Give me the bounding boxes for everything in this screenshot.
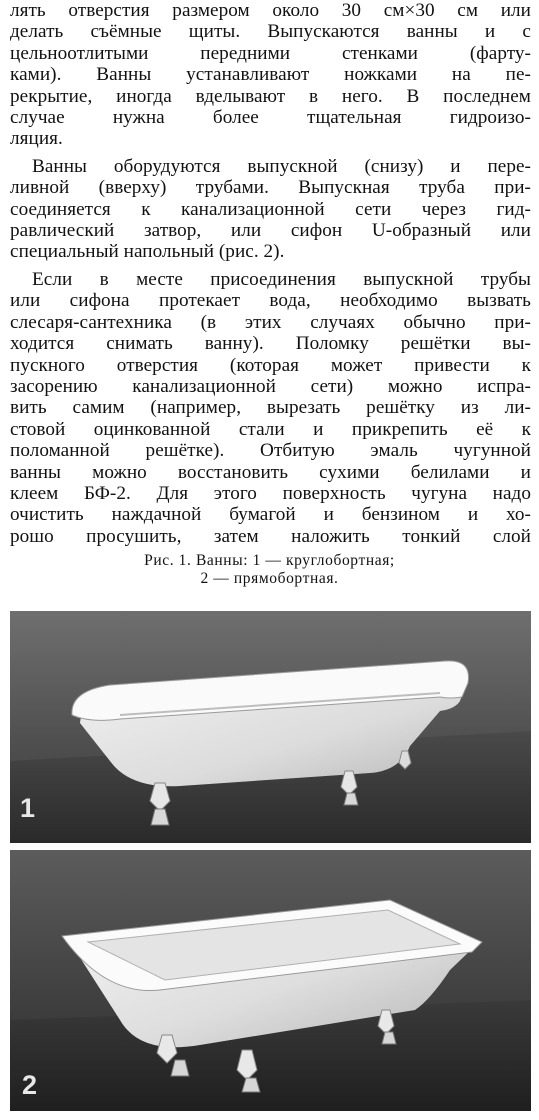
paragraph-3 xyxy=(10,269,531,547)
text-line: очистить наждачной бумагой и бензином и хо- xyxy=(10,504,531,526)
text-line: цельноотлитыми передними стенками (фарту- xyxy=(10,42,531,64)
text-line: ками). Ванны устанавливают ножками на пе- xyxy=(10,64,531,86)
text-line: ванны можно восстановить сухими белилами и xyxy=(10,461,531,483)
text-line: рошо просушить, затем наложить тонкий слой xyxy=(10,525,531,547)
paragraph-2 xyxy=(10,156,531,263)
figure-caption-line-1: Рис. 1. Ванны: 1 — круглобортная; xyxy=(144,552,395,569)
figure-number-2: 2 xyxy=(22,1070,38,1100)
text-line: ляция. xyxy=(10,128,63,150)
figure-caption-line-2: 2 — прямобортная. xyxy=(200,570,339,587)
figure-number-1: 1 xyxy=(20,793,36,823)
text-line: случае нужна более тщательная гидроизо- xyxy=(10,107,531,129)
paragraph-1 xyxy=(10,0,531,150)
body-text xyxy=(10,0,531,553)
text-line: клеем БФ-2. Для этого поверхность чугуна надо xyxy=(10,482,531,504)
text-line: пускного отверстия (которая может привести к xyxy=(10,354,531,376)
roll-top-bathtub-photo xyxy=(10,611,531,843)
text-line: засорению канализационной сети) можно испра- xyxy=(10,375,531,397)
text-line: или сифона протекает вода, необходимо вызвать xyxy=(10,290,531,312)
text-line: лять отверстия размером около 30 см×30 см или xyxy=(10,0,531,21)
text-line: поломанной решётке). Отбитую эмаль чугунной xyxy=(10,440,531,462)
text-line: слесаря-сантехника (в этих случаях обычно при- xyxy=(10,311,531,333)
text-line: вить самим (например, вырезать решётку из ли- xyxy=(10,397,531,419)
text-line: стовой оцинкованной стали и прикрепить её к xyxy=(10,418,531,440)
flat-rim-bathtub-photo xyxy=(10,850,531,1111)
text-line: специальный напольный (рис. 2). xyxy=(10,241,285,263)
text-line: рекрытие, иногда вделывают в него. В последнем xyxy=(10,85,531,107)
text-line: равлический затвор, или сифон U-образный или xyxy=(10,220,531,242)
text-line: Если в месте присоединения выпускной трубы xyxy=(32,268,531,290)
text-line: ходится снимать ванну). Поломку решётки вы- xyxy=(10,333,531,355)
text-line: соединяется к канализационной сети через гид- xyxy=(10,198,531,220)
text-line: Ванны оборудуются выпускной (снизу) и пере- xyxy=(32,155,531,177)
text-line: ливной (вверху) трубами. Выпускная труба при- xyxy=(10,177,531,199)
text-line: делать съёмные щиты. Выпускаются ванны и с xyxy=(10,21,531,43)
